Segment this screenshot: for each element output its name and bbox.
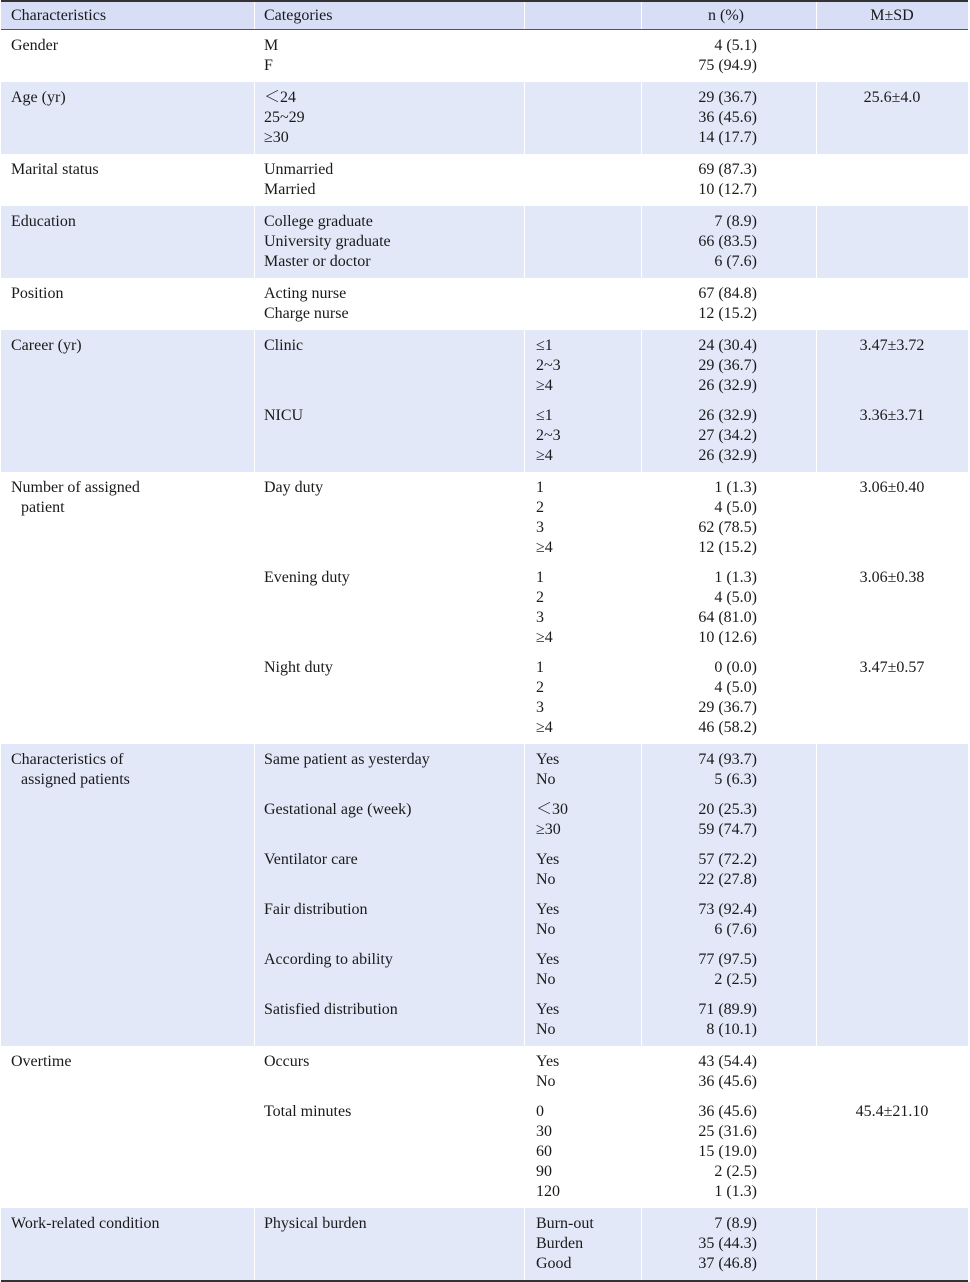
table-row (1, 284, 968, 304)
subcategory-cell: ≥4 (536, 719, 553, 736)
subcategory-cell: Burden (536, 1235, 584, 1252)
n-percent-cell: 29 (36.7) (698, 699, 757, 716)
n-percent-cell: 46 (58.2) (698, 719, 757, 736)
table-row (1, 252, 968, 272)
n-percent-cell: 0 (0.0) (714, 659, 757, 676)
subcategory-cell: Yes (536, 1001, 560, 1018)
subcategory-cell: Yes (536, 751, 560, 768)
n-percent-cell: 73 (92.4) (698, 901, 757, 918)
table-row (1, 376, 968, 396)
table-row (1, 1234, 968, 1254)
category-cell: University graduate (264, 233, 391, 250)
msd-cell: 3.06±0.40 (859, 479, 925, 496)
n-percent-cell: 71 (89.9) (698, 1001, 757, 1018)
n-percent-cell: 7 (8.9) (714, 213, 757, 230)
category-cell: College graduate (264, 213, 373, 230)
category-cell: Evening duty (264, 569, 350, 586)
category-cell: NICU (264, 407, 304, 424)
table-row (1, 446, 968, 466)
n-percent-cell: 26 (32.9) (698, 447, 757, 464)
n-percent-cell: 35 (44.3) (698, 1235, 757, 1252)
characteristic-name: Number of assigned (11, 479, 140, 496)
table-group (1, 330, 968, 472)
n-percent-cell: 37 (46.8) (698, 1255, 757, 1272)
subcategory-cell: No (536, 771, 556, 788)
table-group (1, 30, 968, 82)
characteristic-name: Marital status (11, 161, 99, 178)
header-characteristics: Characteristics (11, 7, 107, 24)
table-row (1, 950, 968, 970)
n-percent-cell: 62 (78.5) (698, 519, 757, 536)
category-cell: According to ability (264, 951, 393, 968)
n-percent-cell: 1 (1.3) (714, 569, 757, 586)
subcategory-cell: ≥30 (536, 821, 561, 838)
category-cell: ＜24 (264, 89, 297, 106)
table-row (1, 820, 968, 840)
subcategory-cell: 120 (536, 1183, 560, 1200)
characteristic-name: Gender (11, 37, 59, 54)
table-row (1, 1254, 968, 1274)
subcategory-cell: Yes (536, 851, 560, 868)
header-n-percent: n (%) (708, 7, 744, 24)
table-row (1, 900, 968, 920)
table-group (1, 82, 968, 154)
subcategory-cell: ＜30 (536, 801, 569, 818)
header-categories: Categories (264, 7, 333, 24)
table-row (1, 498, 968, 518)
subcategory-cell: ≥4 (536, 377, 553, 394)
n-percent-cell: 69 (87.3) (698, 161, 757, 178)
table-row (1, 478, 968, 498)
table-row (1, 628, 968, 648)
subcategory-cell: 2 (536, 589, 544, 606)
table-row (1, 970, 968, 990)
subcategory-cell: 2 (536, 499, 544, 516)
n-percent-cell: 36 (45.6) (698, 1103, 757, 1120)
header-msd: M±SD (870, 7, 914, 24)
table-row (1, 920, 968, 940)
subcategory-cell: No (536, 971, 556, 988)
n-percent-cell: 59 (74.7) (698, 821, 757, 838)
table-row (1, 1214, 968, 1234)
subcategory-cell: 1 (536, 479, 544, 496)
characteristic-name-line2: patient (21, 499, 65, 516)
n-percent-cell: 2 (2.5) (714, 971, 757, 988)
table-group (1, 278, 968, 330)
n-percent-cell: 6 (7.6) (714, 253, 757, 270)
n-percent-cell: 29 (36.7) (698, 357, 757, 374)
characteristic-name: Age (yr) (11, 89, 66, 106)
n-percent-cell: 77 (97.5) (698, 951, 757, 968)
category-cell: Physical burden (264, 1215, 367, 1232)
table-group (1, 744, 968, 1046)
table-row (1, 800, 968, 820)
table-row (1, 56, 968, 76)
msd-cell: 3.36±3.71 (859, 407, 925, 424)
n-percent-cell: 29 (36.7) (698, 89, 757, 106)
table-body (1, 30, 968, 1282)
n-percent-cell: 7 (8.9) (714, 1215, 757, 1232)
table-group (1, 1208, 968, 1282)
n-percent-cell: 1 (1.3) (714, 479, 757, 496)
category-cell: Satisfied distribution (264, 1001, 398, 1018)
n-percent-cell: 20 (25.3) (698, 801, 757, 818)
table-row (1, 538, 968, 558)
subcategory-cell: 2 (536, 679, 544, 696)
table-row (1, 232, 968, 252)
table-row (1, 1072, 968, 1092)
n-percent-cell: 10 (12.6) (698, 629, 757, 646)
table-row (1, 406, 968, 426)
table-row (1, 1102, 968, 1122)
subcategory-cell: Yes (536, 901, 560, 918)
category-cell: Ventilator care (264, 851, 358, 868)
n-percent-cell: 75 (94.9) (698, 57, 757, 74)
n-percent-cell: 15 (19.0) (698, 1143, 757, 1160)
n-percent-cell: 4 (5.0) (714, 589, 757, 606)
characteristic-name: Overtime (11, 1053, 72, 1070)
table-row (1, 1000, 968, 1020)
msd-cell: 25.6±4.0 (863, 89, 921, 106)
category-cell: Master or doctor (264, 253, 371, 270)
n-percent-cell: 10 (12.7) (698, 181, 757, 198)
subcategory-cell: 3 (536, 699, 544, 716)
table-group (1, 206, 968, 278)
table-row (1, 356, 968, 376)
n-percent-cell: 26 (32.9) (698, 377, 757, 394)
category-cell: Charge nurse (264, 305, 349, 322)
n-percent-cell: 2 (2.5) (714, 1163, 757, 1180)
table-row (1, 608, 968, 628)
n-percent-cell: 22 (27.8) (698, 871, 757, 888)
n-percent-cell: 1 (1.3) (714, 1183, 757, 1200)
msd-cell: 45.4±21.10 (855, 1103, 929, 1120)
category-cell: F (264, 57, 273, 74)
table-row (1, 870, 968, 890)
subcategory-cell: Good (536, 1255, 572, 1272)
subcategory-cell: 60 (536, 1143, 552, 1160)
n-percent-cell: 67 (84.8) (698, 285, 757, 302)
msd-cell: 3.06±0.38 (859, 569, 925, 586)
table-row (1, 588, 968, 608)
characteristic-name: Career (yr) (11, 337, 82, 354)
n-percent-cell: 4 (5.1) (714, 37, 757, 54)
n-percent-cell: 74 (93.7) (698, 751, 757, 768)
subcategory-cell: 90 (536, 1163, 552, 1180)
n-percent-cell: 24 (30.4) (698, 337, 757, 354)
subcategory-cell: ≥4 (536, 629, 553, 646)
n-percent-cell: 25 (31.6) (698, 1123, 757, 1140)
msd-cell: 3.47±0.57 (859, 659, 925, 676)
category-cell: Unmarried (264, 161, 334, 178)
subcategory-cell: 2~3 (536, 427, 561, 444)
table-row (1, 1122, 968, 1142)
characteristic-name: Characteristics of (11, 751, 124, 768)
table-row (1, 1182, 968, 1202)
subcategory-cell: No (536, 921, 556, 938)
table-header (1, 0, 968, 30)
n-percent-cell: 6 (7.6) (714, 921, 757, 938)
subcategory-cell: 1 (536, 569, 544, 586)
n-percent-cell: 12 (15.2) (698, 305, 757, 322)
category-cell: M (264, 37, 279, 54)
subcategory-cell: ≤1 (536, 407, 553, 424)
category-cell: Total minutes (264, 1103, 352, 1120)
subcategory-cell: 30 (536, 1123, 552, 1140)
category-cell: Acting nurse (264, 285, 347, 302)
table-row (1, 518, 968, 538)
characteristic-name: Position (11, 285, 64, 302)
category-cell: Day duty (264, 479, 324, 496)
category-cell: Night duty (264, 659, 333, 676)
subcategory-cell: No (536, 871, 556, 888)
table-row (1, 850, 968, 870)
table-row (1, 36, 968, 56)
table-row (1, 108, 968, 128)
subcategory-cell: ≤1 (536, 337, 553, 354)
table-row (1, 1052, 968, 1072)
subcategory-cell: 2~3 (536, 357, 561, 374)
subcategory-cell: Yes (536, 1053, 560, 1070)
subcategory-cell: 3 (536, 609, 544, 626)
table-row (1, 1162, 968, 1182)
n-percent-cell: 43 (54.4) (698, 1053, 757, 1070)
n-percent-cell: 27 (34.2) (698, 427, 757, 444)
table-row (1, 426, 968, 446)
characteristics-table (1, 0, 968, 1282)
table-row (1, 160, 968, 180)
category-cell: 25~29 (264, 109, 305, 126)
table-row (1, 128, 968, 148)
table-row (1, 750, 968, 770)
category-cell: Married (264, 181, 316, 198)
characteristic-name-line2: assigned patients (21, 771, 130, 788)
table-group (1, 154, 968, 206)
table-row (1, 1142, 968, 1162)
table-group (1, 1046, 968, 1208)
subcategory-cell: No (536, 1073, 556, 1090)
category-cell: ≥30 (264, 129, 289, 146)
subcategory-cell: 0 (536, 1103, 544, 1120)
characteristic-name: Work-related condition (11, 1215, 160, 1232)
n-percent-cell: 4 (5.0) (714, 499, 757, 516)
msd-cell: 3.47±3.72 (859, 337, 925, 354)
subcategory-cell: ≥4 (536, 447, 553, 464)
subcategory-cell: No (536, 1021, 556, 1038)
n-percent-cell: 36 (45.6) (698, 1073, 757, 1090)
table-row (1, 336, 968, 356)
category-cell: Occurs (264, 1053, 310, 1070)
n-percent-cell: 66 (83.5) (698, 233, 757, 250)
category-cell: Clinic (264, 337, 304, 354)
n-percent-cell: 36 (45.6) (698, 109, 757, 126)
n-percent-cell: 12 (15.2) (698, 539, 757, 556)
table-row (1, 212, 968, 232)
n-percent-cell: 8 (10.1) (706, 1021, 757, 1038)
table-row (1, 1020, 968, 1040)
subcategory-cell: 1 (536, 659, 544, 676)
subcategory-cell: 3 (536, 519, 544, 536)
table-row (1, 770, 968, 790)
category-cell: Gestational age (week) (264, 801, 412, 818)
table-row (1, 304, 968, 324)
table-row (1, 678, 968, 698)
n-percent-cell: 4 (5.0) (714, 679, 757, 696)
n-percent-cell: 26 (32.9) (698, 407, 757, 424)
category-cell: Fair distribution (264, 901, 368, 918)
table-row (1, 568, 968, 588)
table-row (1, 698, 968, 718)
n-percent-cell: 57 (72.2) (698, 851, 757, 868)
table-row (1, 88, 968, 108)
table-row (1, 658, 968, 678)
table-row (1, 718, 968, 738)
n-percent-cell: 14 (17.7) (698, 129, 757, 146)
table-row (1, 180, 968, 200)
table-group (1, 472, 968, 744)
n-percent-cell: 64 (81.0) (698, 609, 757, 626)
subcategory-cell: Yes (536, 951, 560, 968)
category-cell: Same patient as yesterday (264, 751, 430, 768)
n-percent-cell: 5 (6.3) (714, 771, 757, 788)
subcategory-cell: Burn-out (536, 1215, 594, 1232)
subcategory-cell: ≥4 (536, 539, 553, 556)
characteristic-name: Education (11, 213, 76, 230)
